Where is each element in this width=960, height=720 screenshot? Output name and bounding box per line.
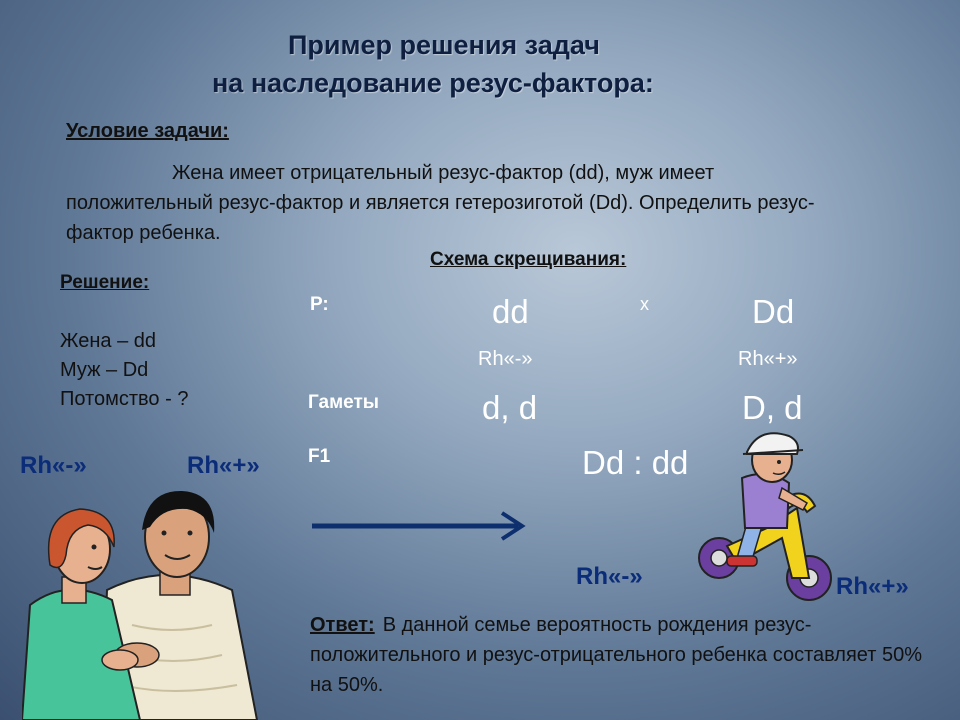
- solution-line-wife: Жена – dd: [60, 330, 156, 352]
- scheme-heading: Схема скрещивания:: [430, 249, 627, 270]
- rh-label-wife: Rh«-»: [20, 452, 87, 479]
- father-gametes: D, d: [742, 389, 803, 426]
- child-on-tricycle-illustration: [697, 428, 837, 608]
- rh-label-child-positive: Rh«+»: [836, 573, 909, 600]
- mother-rh: Rh«-»: [478, 348, 533, 370]
- solution-heading: Решение:: [60, 272, 150, 293]
- condition-text: Жена имеет отрицательный резус-фактор (dd), муж имеет положительный резус-фактор и является гетерозиготой (Dd). Определить резус-фактор ребенка.: [66, 162, 815, 244]
- rh-label-husband: Rh«+»: [187, 452, 260, 479]
- answer-text: В данной семье вероятность рождения резус-положительного и резус-отрицательного ребенка составляет 50% на 50%.: [310, 614, 922, 696]
- answer-label: Ответ:: [310, 614, 375, 636]
- father-rh: Rh«+»: [738, 348, 798, 370]
- solution-list: [60, 327, 188, 414]
- title-line-2: на наследование резус-фактора:: [212, 68, 654, 98]
- f1-label: F1: [308, 446, 331, 467]
- mother-genotype: dd: [492, 293, 529, 330]
- rh-label-child-negative: Rh«-»: [576, 563, 643, 590]
- couple-illustration: [22, 485, 262, 720]
- arrow-right-icon: [308, 510, 528, 542]
- title-line-1: Пример решения задач: [288, 30, 600, 60]
- condition-heading: Условие задачи:: [66, 120, 229, 142]
- father-genotype: Dd: [752, 293, 795, 330]
- solution-line-offspring: Потомство - ?: [60, 388, 189, 410]
- gametes-label: Гаметы: [308, 392, 379, 413]
- solution-line-husband: Муж – Dd: [60, 359, 149, 381]
- parents-label: Р:: [310, 294, 329, 315]
- answer-block: [310, 610, 935, 700]
- f1-result: Dd : dd: [582, 444, 689, 481]
- mother-gametes: d, d: [482, 389, 538, 426]
- cross-sign: х: [640, 294, 649, 314]
